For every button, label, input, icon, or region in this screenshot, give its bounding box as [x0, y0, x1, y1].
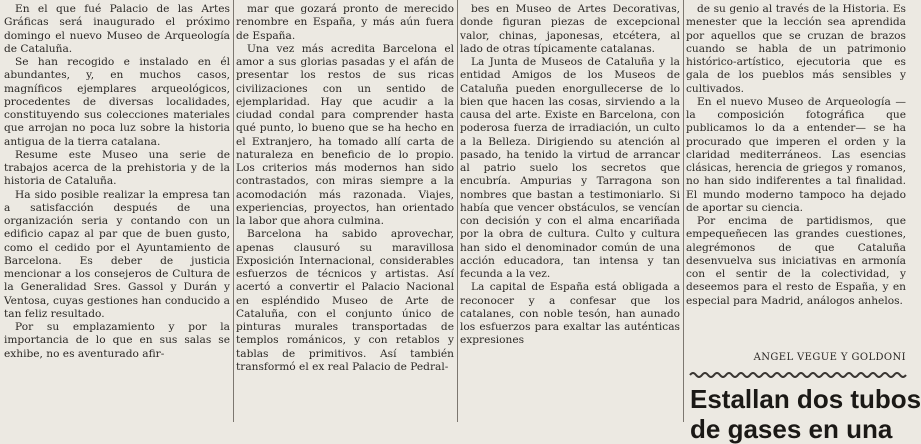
article-column-1 — [4, 3, 230, 361]
paragraph: En el que fué Palacio de las Artes Gráficas será inaugurado el próximo domingo el nuevo Museo de Arqueología de Cataluña. — [4, 3, 230, 55]
headline-second-line: de gases en una — [690, 414, 893, 444]
paragraph: Barcelona ha sabido aprovechar, apenas clausuró su maravillosa Exposición Internacional, considerables esfuerzos de técnicos y artistas. Así acertó a convertir el Palacio Nacional en espléndido Museo de Arte de Cataluña, con el conjunto único de pinturas murales transportadas de templos románicos, y con retablos y tablas de primitivos. Así también transformó el ex real Palacio de Pedral- — [236, 228, 454, 373]
article-column-4 — [686, 3, 906, 308]
article-column-3 — [460, 3, 680, 348]
column-rule — [457, 0, 458, 422]
paragraph: Una vez más acredita Barcelona el amor a sus glorias pasadas y el afán de presentar los restos de sus ricas civilizaciones con un sentido de ejemplaridad. Hay que acudir a la ciudad condal para comprender hasta qué punto, lo bueno que se ha hecho en el Extranjero, ha tomado allí carta de naturaleza en beneficio de lo propio. Los criterios más modernos han sido contrastados, con miras siempre a la acomodación más razonada. Viajes, experiencias, proyectos, han orientado la labor que ahora culmina. — [236, 42, 454, 227]
paragraph: Resume este Museo una serie de trabajos acerca de la prehistoria y de la historia de Cataluña. — [4, 148, 230, 188]
paragraph: Por encima de partidismos, que empequeñecen las grandes cuestiones, alegrémonos de que Cataluña desenvuelva sus iniciativas en armonía con el sentir de la colectividad, y deseemos para el resto de España, y en especial para Madrid, análogos anhelos. — [686, 215, 906, 307]
column-rule — [683, 0, 684, 422]
paragraph: La capital de España está obligada a reconocer y a confesar que los catalanes, con noble tesón, han aunado los esfuerzos para exaltar las auténticas expresiones — [460, 281, 680, 347]
article-column-2 — [236, 3, 454, 374]
paragraph: Ha sido posible realizar la empresa tan a satisfacción después de una organización seria y contando con un edificio capaz al par que de buen gusto, como el cedido por el Ayuntamiento de Barcelona. Es deber de justicia mencionar a los consejeros de Cultura de la Generalidad Sres. Gassol y Durán y Ventosa, cuyas gestiones han conducido a tan feliz resultado. — [4, 188, 230, 320]
paragraph: Se han recogido e instalado en él abundantes, y, en muchos casos, magníficos ejemplares arqueológicos, procedentes de diversas localidades, constituyendo sus colecciones materiales que arrojan no poca luz sobre la historia antigua de la tierra catalana. — [4, 56, 230, 148]
paragraph: mar que gozará pronto de merecido renombre en España, y más aún fuera de España. — [236, 3, 454, 42]
next-article-headline: Estallan dos tubos — [690, 384, 921, 414]
paragraph: En el nuevo Museo de Arqueología —la composición fotográfica que publicamos lo da a entender— se ha procurado que imperen el orden y la claridad mediterráneos. Las esencias clásicas, herencia de griegos y romanos, no han sido indiferentes a tal finalidad. El mundo moderno tampoco ha dejado de aportar su ciencia. — [686, 95, 906, 214]
author-signature: ANGEL VEGUE Y GOLDONI — [753, 352, 906, 363]
paragraph: La Junta de Museos de Cataluña y la entidad Amigos de los Museos de Cataluña pueden enorgullecerse de lo bien que hacen las cosas, sirviendo a la causa del arte. Existe en Barcelona, con poderosa fuerza de irradiación, un culto a la Belleza. Dirigiendo su atención al pasado, ha tenido la virtud de arrancar al patrio suelo los secretos que encubría. Ampurias y Tarragona son nombres que bastan a testimoniarlo. Si había que vencer obstáculos, se vencían con decisión y con el alma encariñada por la obra de cultura. Culto y cultura han sido el denominador común de una acción educadora, tan intensa y tan fecunda a la vez. — [460, 56, 680, 280]
wavy-divider — [690, 371, 906, 379]
paragraph: de su genio al través de la Historia. Es menester que la lección sea aprendida por aquellos que se cruzan de brazos cuando se habla de un patrimonio histórico-artístico, ejecutoria que es gala de los pueblos más sensibles y cultivados. — [686, 3, 906, 95]
column-rule — [233, 0, 234, 422]
paragraph: Por su emplazamiento y por la importancia de lo que en sus salas se exhibe, no es aventurado afir- — [4, 321, 230, 360]
next-article-headline-cut — [690, 414, 908, 444]
paragraph: bes en Museo de Artes Decorativas, donde figuran piezas de excepcional valor, chinas, japonesas, etcétera, al lado de otras típicamente catalanas. — [460, 3, 680, 55]
